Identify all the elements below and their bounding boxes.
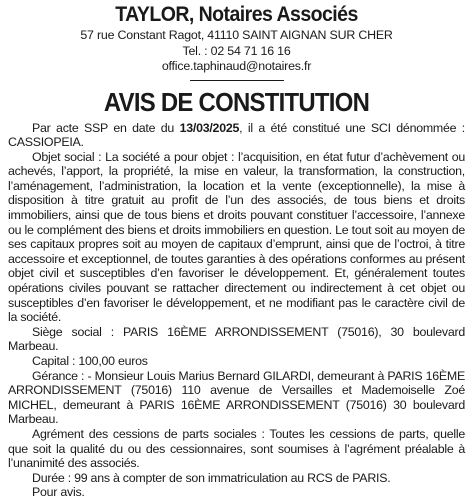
intro-text-before: Par acte SSP en date du [32,120,180,135]
intro-paragraph [8,121,465,150]
objet-paragraph: Objet social : La société a pour objet : l’acquisition, en état futur d’achèvement ou achevés, l’apport, la propriété, la mise en valeur, la transformation, la construction, l’aménagement, l’administration, la location et la vente (exceptionnelle), la mise à disposition à titre gratuit au profit de l’un des associés, de tous biens et droits immobiliers, ainsi que de tous biens et droits pouvant constituer l’accessoire, l’annexe ou le complément des biens et droits immobiliers en question. Le tout soit au moyen de ses capitaux propres soit au moyen de capitaux d’emprunt, ainsi que de l’octroi, à titre accessoire et exceptionnel, de toutes garanties à des opérations conformes au présent objet civil et susceptibles d’en favoriser le développement. Et, généralement toutes opérations civiles pouvant se rattacher directement ou indirectement à cet objet ou susceptibles d’en favoriser le développement, et ne modifiant pas le caractère civil de la société. [8,149,465,325]
firm-email: office.taphinaud@notaires.fr [161,59,312,73]
gerance-paragraph: Gérance : - Monsieur Louis Marius Bernard GILARDI, demeurant à PARIS 16ÈME ARRONDISSEMENT (75016) 110 avenue de Versailles et Mademoiselle Zoé MICHEL, demeurant à PARIS 16ÈME ARRONDISSEMENT (75016) 30 boulevard Marbeau. [8,368,465,427]
firm-phone: Tel. : 02 54 71 16 16 [182,43,291,58]
duree-paragraph: Durée : 99 ans à compter de son immatriculation au RCS de PARIS. [32,470,391,485]
intro-text-after: , il a été constitué une SCI dénommée : CASSIOPEIA. [8,120,465,150]
act-date: 13/03/2025 [179,120,240,135]
notary-header [8,2,465,81]
siege-paragraph: Siège social : PARIS 16ÈME ARRONDISSEMENT (75016), 30 boulevard Marbeau. [8,324,465,354]
notice-title: AVIS DE CONSTITUTION [103,86,370,117]
firm-address: 57 rue Constant Ragot, 41110 SAINT AIGNAN SUR CHER [80,28,393,42]
agrement-paragraph: Agrément des cessions de parts sociales : Toutes les cessions de parts, quelle que soit la qualité du ou des cessionnaires, sont soumises à l’agrément préalable à l’unanimité des associés. [8,426,465,471]
divider [190,80,284,81]
capital-paragraph: Capital : 100,00 euros [32,354,148,368]
closing-paragraph: Pour avis. [32,485,85,500]
notice-body [8,121,465,500]
firm-name: TAYLOR, Notaires Associés [115,3,358,26]
